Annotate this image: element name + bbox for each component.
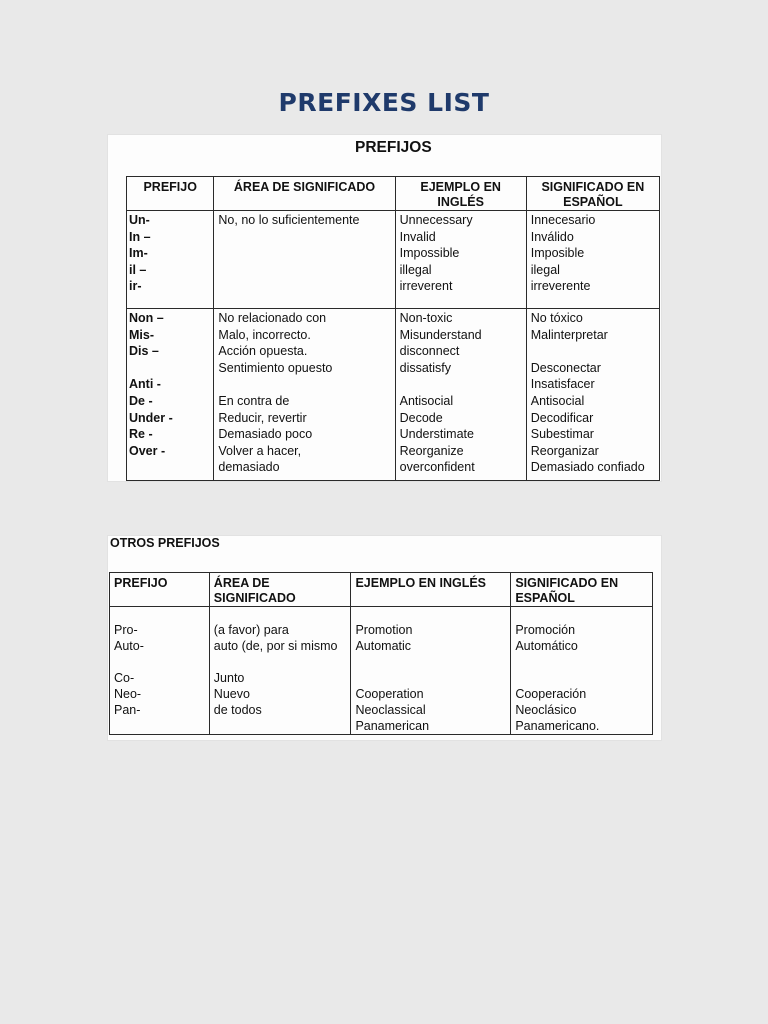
cell-line: de todos [213,703,262,717]
cell-line: Cooperación [515,687,587,701]
cell-line [218,376,390,393]
cell-line: Neo- [114,687,142,701]
area-cell [214,309,395,481]
cell-line: Subestimar [530,427,594,442]
otros-prefijos-table-image [107,535,662,741]
cell-line: overconfident [399,460,475,475]
cell-line: Sentimiento opuesto [218,360,333,375]
cell-line: Im- [129,246,148,261]
cell-line: Automático [515,639,578,653]
cell-line [515,654,648,670]
area-cell [214,211,395,309]
cell-line: Insatisfacer [530,377,595,392]
cell-line: disconnect [399,344,460,359]
prefix-cell [110,607,210,735]
cell-line: Decode [399,410,443,425]
example-cell [395,309,526,481]
prefijos-title: PREFIJOS [355,139,432,156]
header-area: ÁREA DE SIGNIFICADO [209,573,351,607]
cell-line: Non – [129,311,164,325]
cell-line [214,654,347,670]
header-ejemplo: EJEMPLO EN INGLÉS [351,573,511,607]
table-header-row [110,573,653,607]
cell-line: Antisocial [399,393,454,408]
area-cell [209,607,351,735]
cell-line: Malo, incorrecto. [218,327,311,342]
cell-line: Dis – [129,344,159,359]
cell-line [531,343,655,360]
prefijos-table-image [107,134,662,482]
cell-line: In – [129,229,151,244]
cell-line: Reorganize [399,443,464,458]
cell-line: Un- [129,213,150,227]
cell-line: irreverent [399,279,453,294]
cell-line: Acción opuesta. [218,344,308,359]
cell-line: ilegal [530,262,560,277]
cell-line: Neoclassical [355,703,426,717]
cell-line: Inválido [530,229,574,244]
cell-line: Neoclásico [515,703,577,717]
header-significado: SIGNIFICADO EN ESPAÑOL [526,177,659,211]
cell-line: Under - [129,410,173,425]
meaning-cell [526,211,659,309]
cell-line: Re - [129,427,153,442]
header-significado: SIGNIFICADO EN ESPAÑOL [511,573,653,607]
cell-line: dissatisfy [399,360,452,375]
cell-line: Reducir, revertir [218,410,307,425]
otros-prefijos-title: OTROS PREFIJOS [110,536,220,550]
cell-line: Anti - [129,377,161,392]
header-ejemplo: EJEMPLO EN INGLÉS [395,177,526,211]
cell-line: Understimate [399,427,474,442]
otros-prefijos-table [109,572,653,735]
cell-line: il – [129,262,147,277]
cell-line: Impossible [399,246,460,261]
cell-line: De - [129,393,153,408]
cell-line: Unnecessary [399,213,473,227]
cell-line: Innecesario [530,213,596,227]
cell-line: No, no lo suficientemente [218,213,360,227]
cell-line: Junto [213,671,245,685]
cell-line: Imposible [530,246,585,261]
header-prefijo: PREFIJO [127,177,214,211]
cell-line: Auto- [114,639,144,653]
cell-line: Pan- [114,703,141,717]
cell-line: Non-toxic [399,311,453,325]
table-row [127,309,660,481]
prefix-cell [127,309,214,481]
cell-line: illegal [399,262,432,277]
cell-line: Invalid [399,229,436,244]
cell-line: Malinterpretar [530,327,608,342]
meaning-cell [511,607,653,735]
cell-line: Promoción [515,623,576,637]
header-prefijo: PREFIJO [110,573,210,607]
cell-line: Promotion [355,623,413,637]
cell-line: (a favor) para [213,623,289,637]
page-title: PREFIXES LIST [278,88,490,117]
cell-line: No tóxico [530,311,583,325]
cell-line: Panamerican [355,719,430,733]
cell-line [114,654,205,670]
table-header-row [127,177,660,211]
cell-line: Co- [114,671,135,685]
cell-line: Mis- [129,327,154,342]
example-cell [351,607,511,735]
example-cell [395,211,526,309]
table-row [127,211,660,309]
cell-line: Cooperation [355,687,424,701]
cell-line: Reorganizar [530,443,599,458]
cell-line [355,670,506,686]
cell-line: Decodificar [530,410,594,425]
cell-line: ir- [129,279,142,294]
cell-line: Antisocial [530,393,585,408]
cell-line: Demasiado poco [218,427,313,442]
cell-line: En contra de [218,393,290,408]
cell-line [515,670,648,686]
meaning-cell [526,309,659,481]
cell-line: irreverente [530,279,591,294]
cell-line: Misunderstand [399,327,482,342]
cell-line: Demasiado confiado [530,460,645,475]
cell-line: Pro- [114,623,138,637]
cell-line: Automatic [355,639,412,653]
cell-line: Desconectar [530,360,601,375]
cell-line: Panamericano. [515,719,600,733]
cell-line [129,360,209,377]
cell-line: Volver a hacer, [218,443,302,458]
cell-line: Nuevo [213,687,250,701]
table-row [110,607,653,735]
cell-line: Over - [129,443,166,458]
cell-line: No relacionado con [218,311,327,325]
cell-line: demasiado [218,460,280,475]
cell-line [400,376,522,393]
header-area: ÁREA DE SIGNIFICADO [214,177,395,211]
prefijos-table [126,176,660,481]
cell-line [355,654,506,670]
cell-line: auto (de, por si mismo [213,639,338,653]
prefix-cell [127,211,214,309]
